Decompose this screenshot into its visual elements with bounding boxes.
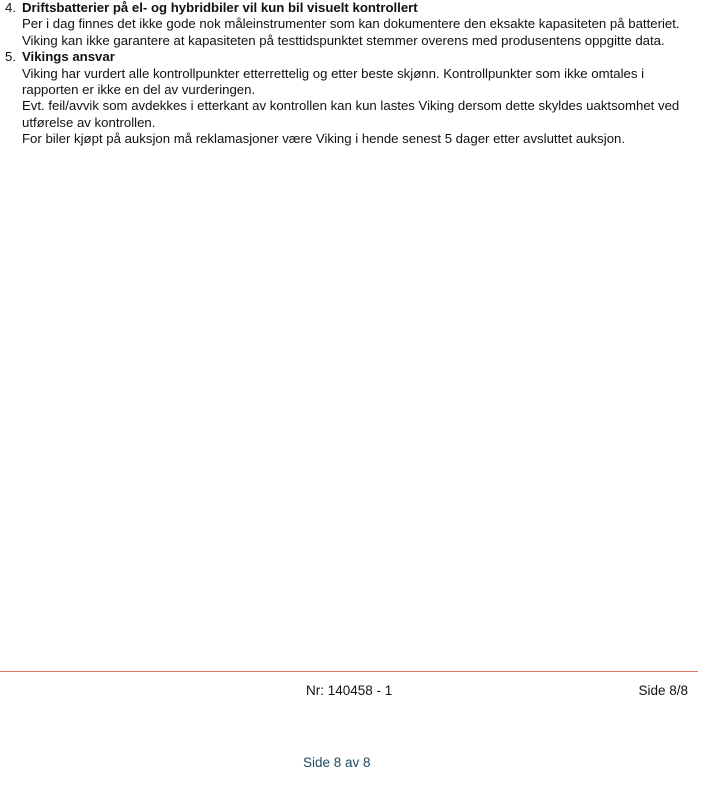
paragraph: Viking har vurdert alle kontrollpunkter etterrettelig og etter beste skjønn. Kontrollpunkter som ikke omtales i rapporten er ikke en del av vurderingen. (22, 65, 645, 98)
report-number: Nr: 140458 - 1 (306, 683, 393, 698)
list-item-number: 4. (5, 0, 16, 15)
paragraph: Per i dag finnes det ikke gode nok måleinstrumenter som kan dokumentere den eksakte kapasiteten på batteriet. Viking kan ikke garantere at kapasiteten på testtidspunktet stemmer overens med produsentens oppgitte data. (22, 16, 680, 48)
document-body (4, 0, 694, 148)
page-indicator: Side 8 av 8 (303, 755, 371, 770)
list-item-5 (4, 49, 694, 147)
list-item-number: 5. (5, 49, 16, 65)
paragraph: Evt. feil/avvik som avdekkes i etterkant av kontrollen kan kun lastes Viking dersom dette skyldes uaktsomhet ved utførelse av kontrollen. (22, 98, 680, 130)
list-item-4 (4, 0, 694, 49)
list-item-title: Driftsbatterier på el- og hybridbiler vil kun bil visuelt kontrollert (22, 0, 418, 15)
list-item-title: Vikings ansvar (22, 49, 115, 65)
footer-divider (0, 671, 698, 672)
page-label: Side 8/8 (638, 683, 688, 698)
paragraph: For biler kjøpt på auksjon må reklamasjoner være Viking i hende senest 5 dager etter avsluttet auksjon. (22, 131, 626, 147)
